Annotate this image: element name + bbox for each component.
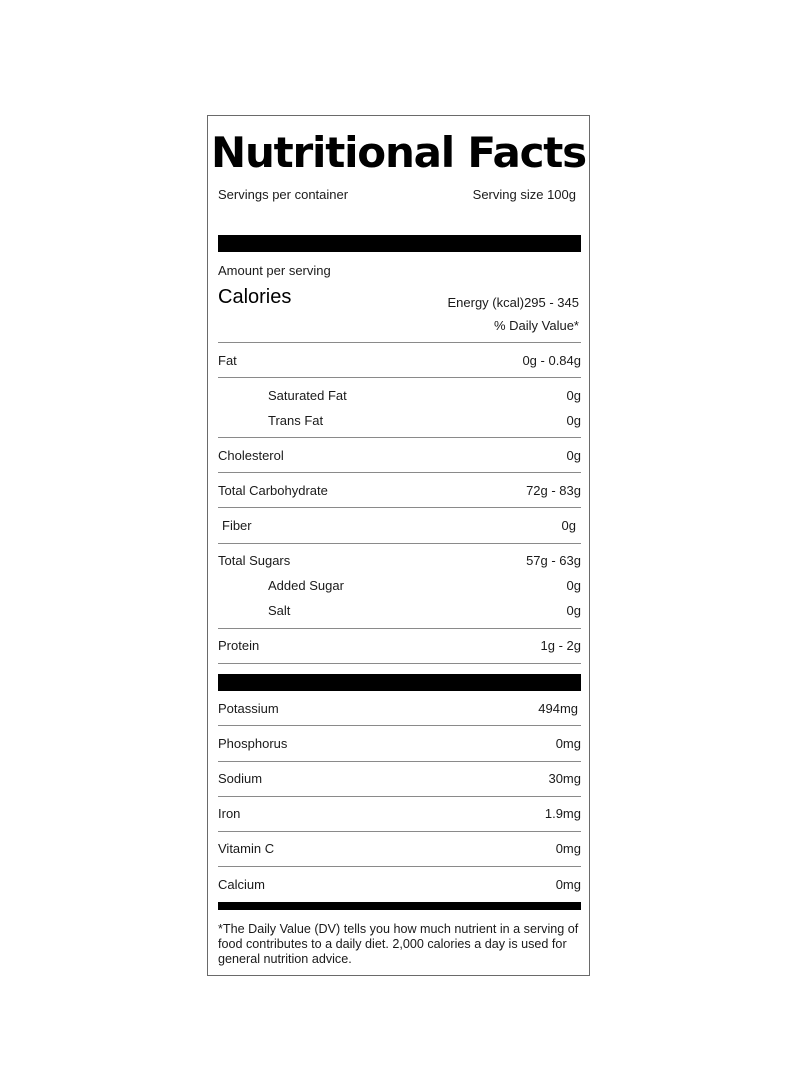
thick-divider [218,902,581,910]
nutrient-name: Fiber [222,518,252,533]
calories-label: Calories [218,286,292,308]
mineral-value: 1.9mg [544,806,581,821]
mineral-row-calcium [218,877,581,895]
mineral-name: Iron [218,806,241,821]
divider [218,796,581,797]
mineral-row-iron [218,806,581,824]
nutrient-value: 0g [566,448,581,463]
nutrient-value: 0g [561,518,576,533]
nutrition-label [207,115,590,976]
nutrient-value: 0g [566,603,581,618]
nutrient-row-protein [218,638,581,656]
nutrient-value: 0g [566,578,581,593]
mineral-row-phosphorus [218,736,581,754]
nutrient-row-cholesterol [218,448,581,466]
nutrient-name: Protein [218,638,260,653]
divider [218,543,581,544]
nutrient-row-added-sugar [218,578,581,596]
nutrient-name: Added Sugar [268,578,344,593]
nutrient-row-trans-fat [218,413,581,431]
nutrient-value: 0g [566,413,581,428]
daily-value-footnote: *The Daily Value (DV) tells you how much nutrient in a serving of food contributes to a daily diet. 2,000 calories a day is used for general nutrition advice. [218,922,579,966]
label-title: Nutritional Facts [211,128,586,177]
mineral-name: Potassium [218,701,279,716]
divider [218,663,581,664]
divider [218,628,581,629]
serving-size: Serving size 100g [472,187,576,202]
thick-divider [218,235,581,252]
mineral-row-sodium [218,771,581,789]
nutrient-value: 1g - 2g [540,638,581,653]
servings-per-container: Servings per container [218,187,349,202]
divider [218,507,581,508]
mineral-name: Phosphorus [218,736,288,751]
thick-divider [218,674,581,691]
nutrient-row-total-carbohydrate [218,483,581,501]
nutrient-row-salt [218,603,581,621]
nutrient-value: 0g [566,388,581,403]
nutrient-name: Total Sugars [218,553,291,568]
mineral-name: Sodium [218,771,263,786]
divider [218,831,581,832]
nutrient-row-fat [218,353,581,371]
divider [218,472,581,473]
divider [218,725,581,726]
divider [218,377,581,378]
nutrient-row-fiber [218,518,581,536]
mineral-name: Calcium [218,877,265,892]
nutrient-name: Fat [218,353,237,368]
mineral-value: 0mg [555,841,581,856]
nutrient-name: Total Carbohydrate [218,483,328,498]
mineral-value: 494mg [538,701,578,716]
mineral-row-potassium [218,701,581,719]
nutrient-value: 57g - 63g [526,553,581,568]
mineral-value: 30mg [548,771,581,786]
nutrient-row-saturated-fat [218,388,581,406]
nutrient-row-total-sugars [218,553,581,571]
nutrient-name: Salt [268,603,291,618]
nutrient-value: 72g - 83g [526,483,581,498]
daily-value-header: % Daily Value* [493,318,579,333]
mineral-name: Vitamin C [218,841,275,856]
nutrient-name: Trans Fat [268,413,324,428]
nutrient-name: Saturated Fat [268,388,347,403]
nutrient-value: 0g - 0.84g [522,353,581,368]
mineral-value: 0mg [555,736,581,751]
divider [218,761,581,762]
energy-value: Energy (kcal)295 - 345 [447,295,579,310]
divider [218,866,581,867]
mineral-value: 0mg [555,877,581,892]
amount-per-serving-label: Amount per serving [218,263,331,278]
divider [218,437,581,438]
nutrient-name: Cholesterol [218,448,284,463]
divider [218,342,581,343]
mineral-row-vitamin-c [218,841,581,859]
